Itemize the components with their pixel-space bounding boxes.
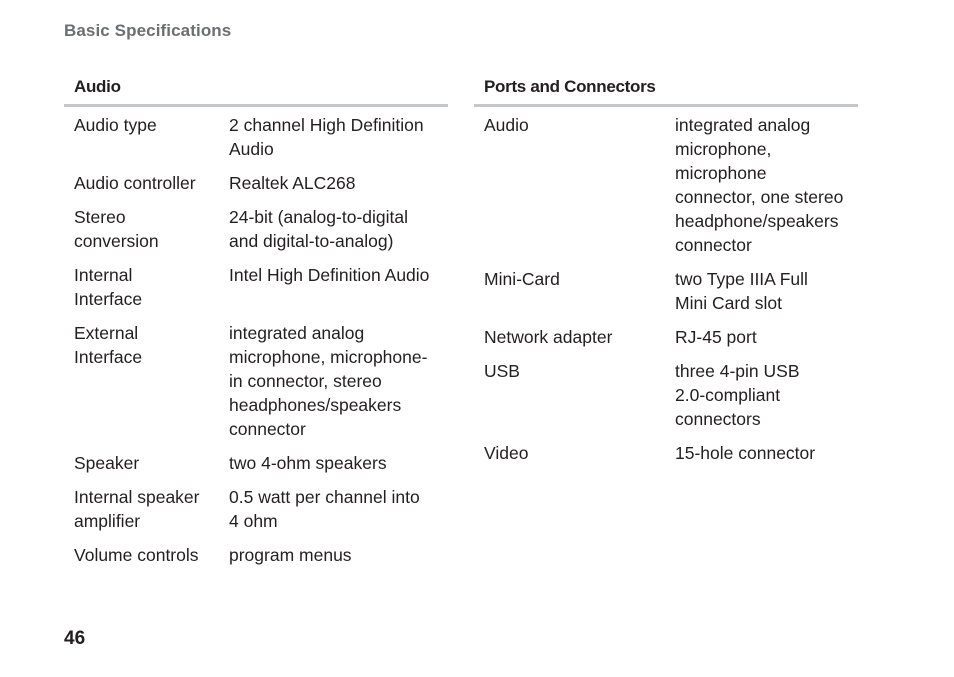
spec-label: Video [484, 443, 529, 463]
spec-row [64, 485, 448, 533]
spec-row [474, 325, 858, 349]
spec-label: Speaker [74, 453, 140, 473]
spec-value: integrated analog microphone, microphone connector, one stereo headphone/speakers connector [675, 115, 844, 255]
spec-label: Network adapter [484, 327, 613, 347]
spec-row [474, 359, 858, 431]
spec-value: 0.5 watt per channel into 4 ohm [229, 487, 420, 531]
page-number: 46 [64, 628, 86, 649]
spec-row [64, 171, 448, 195]
spec-label: Internal speaker amplifier [74, 487, 200, 531]
spec-row [64, 205, 448, 253]
spec-value: 24-bit (analog-to-digital and digital-to-analog) [229, 207, 408, 251]
spec-label: Audio controller [74, 173, 196, 193]
spec-row [474, 441, 858, 465]
audio-rows [64, 107, 448, 567]
spec-value: RJ-45 port [675, 327, 757, 347]
spec-label: Mini-Card [484, 269, 560, 289]
spec-row [64, 113, 448, 161]
running-header: Basic Specifications [64, 21, 232, 40]
spec-row [474, 267, 858, 315]
ports-section-heading: Ports and Connectors [474, 74, 858, 107]
spec-label: Audio type [74, 115, 157, 135]
spec-label: USB [484, 361, 520, 381]
spec-value: Realtek ALC268 [229, 173, 356, 193]
spec-label: Stereo conversion [74, 207, 159, 251]
spec-value: two 4-ohm speakers [229, 453, 387, 473]
spec-row [64, 321, 448, 441]
spec-label: Internal Interface [74, 265, 143, 309]
spec-value: three 4-pin USB 2.0-compliant connectors [675, 361, 800, 429]
spec-value: 2 channel High Definition Audio [229, 115, 424, 159]
spec-label: External Interface [74, 323, 143, 367]
spec-value: integrated analog microphone, microphone- in connector, stereo headphones/speakers connector [229, 323, 428, 439]
spec-row [64, 543, 448, 567]
spec-value: program menus [229, 545, 352, 565]
ports-rows [474, 107, 858, 465]
spec-label: Audio [484, 115, 529, 135]
spec-value: 15-hole connector [675, 443, 816, 463]
spec-value: two Type IIIA Full Mini Card slot [675, 269, 808, 313]
spec-row [64, 451, 448, 475]
spec-row [64, 263, 448, 311]
spec-row [474, 113, 858, 257]
spec-value: Intel High Definition Audio [229, 265, 430, 285]
audio-spec-table [64, 74, 448, 577]
ports-spec-table [474, 74, 858, 475]
audio-section-heading: Audio [64, 74, 448, 107]
spec-label: Volume controls [74, 545, 199, 565]
